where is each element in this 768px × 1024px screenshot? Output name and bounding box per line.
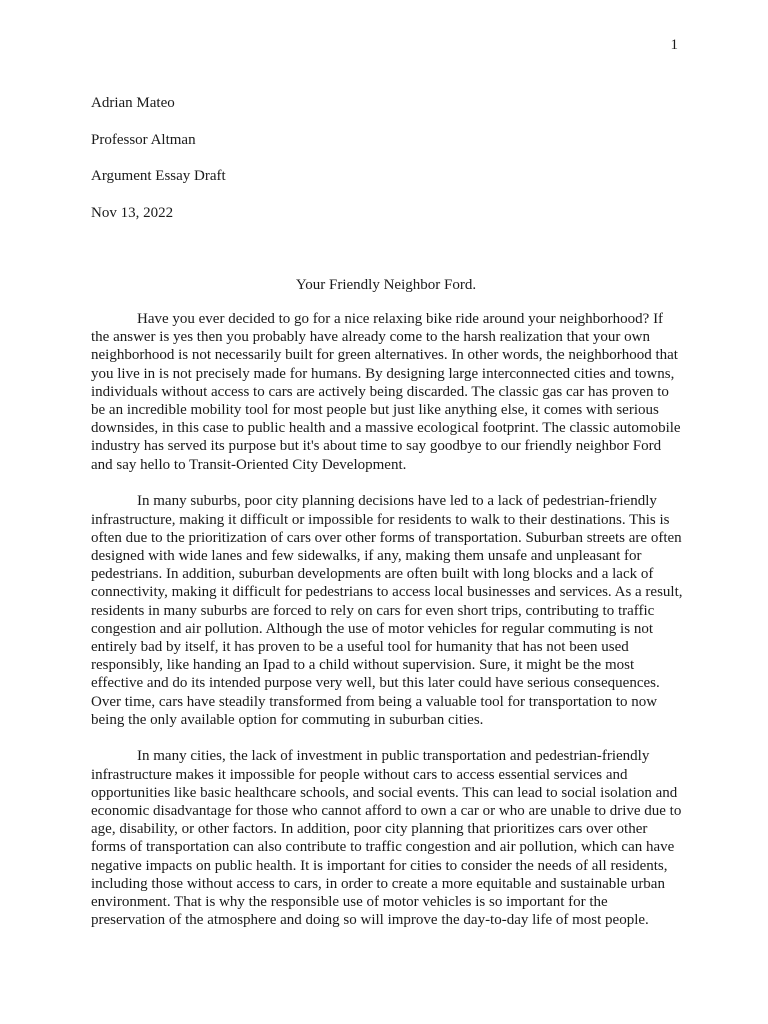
- essay-title: Your Friendly Neighbor Ford.: [295, 277, 477, 293]
- paragraph-3: In many cities, the lack of investment in public transportation and pedestrian-friendly infrastructure makes it impossible for people without cars to access essential services and opportunities like basic healthcare schools, and social events. This can lead to social isolation and economic disadvantage for those who cannot afford to own a car or who are unable to drive due to age, disability, or other factors. In addition, poor city planning that prioritizes cars over other forms of transportation can also contribute to traffic congestion and air pollution, which can have negative impacts on public health. It is important for cities to consider the needs of all residents, including those without access to cars, in order to create a more equitable and sustainable urban environment. That is why the responsible use of motor vehicles is so important for the preservation of the atmosphere and doing so will improve the day-to-day life of most people.: [91, 748, 682, 929]
- essay-heading: [91, 95, 681, 242]
- author-name: Adrian Mateo: [91, 95, 175, 111]
- page-number: 1: [670, 37, 678, 53]
- paragraph-2: In many suburbs, poor city planning decisions have led to a lack of pedestrian-friendly infrastructure, making it difficult or impossible for residents to walk to their destinations. This is often due to the prioritization of cars over other forms of transportation. Suburban streets are often designed with wide lanes and few sidewalks, if any, making them unsafe and unpleasant for pedestrians. In addition, suburban developments are often built with long blocks and a lack of connectivity, making it difficult for pedestrians to access local businesses and services. As a result, residents in many suburbs are forced to rely on cars for even short trips, contributing to traffic congestion and air pollution. Although the use of motor vehicles for regular commuting is not entirely bad by itself, it has proven to be a useful tool for humanity that has not been used responsibly, like handing an Ipad to a child without supervision. Sure, it might be the most effective and do its intended purpose very well, but this later could have serious consequences. Over time, cars have steadily transformed from being a valuable tool for transportation to now being the only available option for commuting in suburban cities.: [91, 493, 683, 728]
- paragraph-1: Have you ever decided to go for a nice relaxing bike ride around your neighborhood? If the answer is yes then you probably have already come to the harsh realization that your own neighborhood is not necessarily built for green alternatives. In other words, the neighborhood that you live in is not precisely made for humans. By designing large interconnected cities and towns, individuals without access to cars are actively being discarded. The classic gas car has proven to be an incredible mobility tool for most people but just like anything else, it comes with serious downsides, in this case to public health and a massive ecological footprint. The classic automobile industry has served its purpose but it's about time to say goodbye to our friendly neighbor Ford and say hello to Transit-Oriented City Development.: [91, 311, 681, 473]
- essay-date: Nov 13, 2022: [91, 205, 174, 222]
- professor-name: Professor Altman: [91, 131, 196, 148]
- assignment-name: Argument Essay Draft: [91, 168, 226, 185]
- essay-body: [91, 310, 683, 948]
